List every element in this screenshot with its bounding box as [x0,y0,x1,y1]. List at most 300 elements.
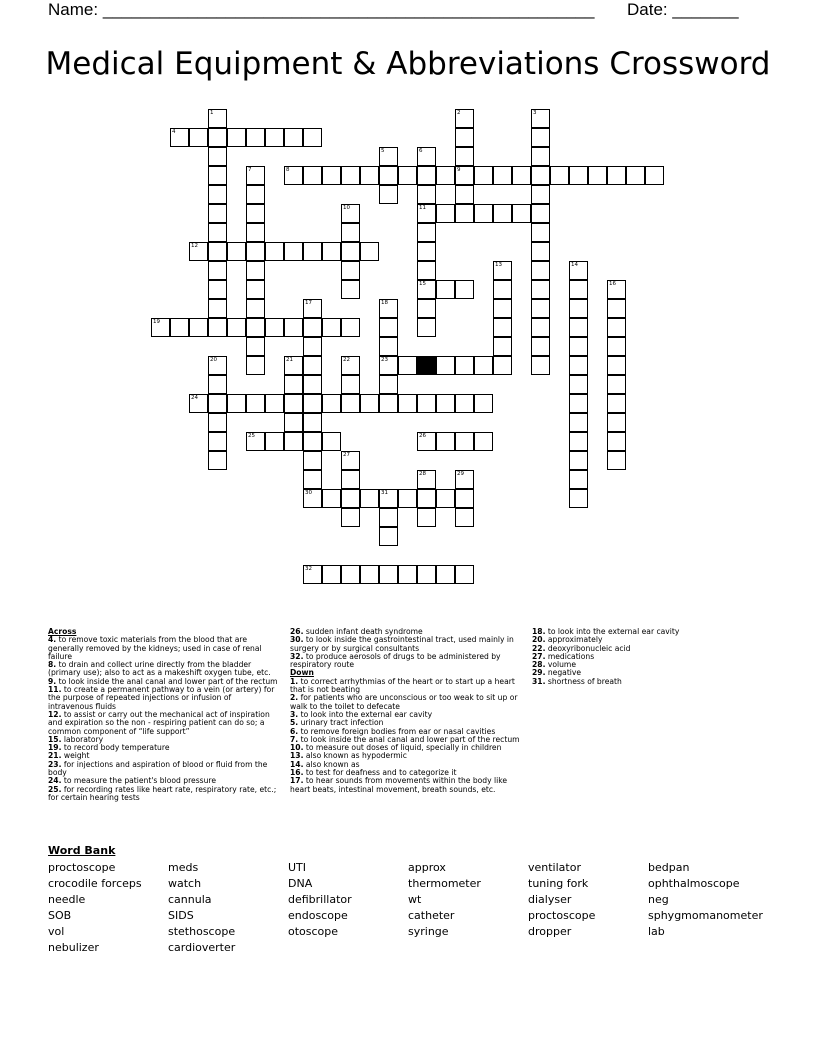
grid-cell[interactable] [607,337,626,356]
grid-cell[interactable] [607,451,626,470]
clue-number: 12 [191,243,198,249]
grid-cell[interactable] [474,166,493,185]
grid-cell[interactable] [208,185,227,204]
clue-num: 9. [48,676,57,686]
grid-cell[interactable] [322,166,341,185]
grid-cell[interactable] [569,299,588,318]
clue-heading: Across [48,627,77,636]
grid-cell[interactable] [360,166,379,185]
grid-cell[interactable] [227,128,246,147]
grid-cell[interactable] [569,375,588,394]
grid-cell[interactable] [398,356,417,375]
grid-cell[interactable] [436,489,455,508]
clue-text: volume [545,660,576,670]
grid-cell[interactable] [493,356,512,375]
word-bank-word: neg [648,893,669,906]
grid-cell[interactable] [303,451,322,470]
word-bank-word: cardioverter [168,941,236,954]
word-bank-title: Word Bank [48,844,116,857]
clue-text: laboratory [61,734,104,744]
clue-item [290,678,522,695]
grid-cell[interactable] [569,394,588,413]
word-bank-column [288,860,352,940]
grid-cell[interactable] [417,261,436,280]
grid-cell[interactable] [265,318,284,337]
clue-num: 8. [48,660,57,670]
clue-number: 24 [191,395,198,401]
grid-cell[interactable] [531,128,550,147]
clue-text: to create a permanent pathway to a vein (or artery) for the purpose of repeated injections or infusion of intravenous fluids [48,685,275,711]
word-bank-word: lab [648,925,665,938]
clue-text: urinary tract infection [298,718,384,728]
grid-cell[interactable] [379,394,398,413]
grid-cell[interactable] [303,318,322,337]
grid-cell[interactable] [208,375,227,394]
grid-cell[interactable] [265,394,284,413]
grid-cell[interactable] [417,318,436,337]
grid-cell[interactable] [379,375,398,394]
grid-cell[interactable] [455,280,474,299]
grid-cell[interactable] [303,166,322,185]
clue-text: approximately [545,635,603,645]
word-bank-word: meds [168,861,199,874]
clue-text: also known as hypodermic [303,751,407,761]
grid-cell[interactable] [322,318,341,337]
clue-text: to test for deafness and to categorize it [303,768,457,778]
grid-cell[interactable] [512,204,531,223]
grid-cell[interactable] [417,565,436,584]
grid-cell[interactable] [569,318,588,337]
grid-cell[interactable] [588,166,607,185]
clue-text: to remove toxic materials from the blood that are generally removed by the kidneys; used in case of renal failure [48,635,262,661]
grid-cell[interactable] [379,166,398,185]
clue-number: 27 [343,452,350,458]
grid-cell[interactable] [322,394,341,413]
clue-item [532,678,772,686]
grid-cell[interactable] [569,470,588,489]
grid-cell[interactable] [341,261,360,280]
clue-number: 11 [419,205,426,211]
clue-heading: Down [290,668,314,678]
grid-cell[interactable] [341,565,360,584]
word-bank-word: ventilator [528,861,581,874]
grid-cell[interactable] [417,242,436,261]
grid-cell[interactable] [531,280,550,299]
grid-cell[interactable] [341,470,360,489]
clue-item [48,761,278,778]
clues-column-2 [290,628,522,794]
grid-cell[interactable] [645,166,664,185]
grid-cell[interactable] [398,489,417,508]
grid-cell[interactable] [341,166,360,185]
grid-cell[interactable] [170,318,189,337]
word-bank-word: approx [408,861,446,874]
clue-number: 21 [286,357,293,363]
grid-cell[interactable] [208,147,227,166]
grid-cell[interactable] [379,527,398,546]
grid-cell[interactable] [607,375,626,394]
word-bank-word: vol [48,925,65,938]
clue-number: 10 [343,205,350,211]
grid-cell[interactable] [569,166,588,185]
grid-cell[interactable] [360,242,379,261]
grid-cell[interactable] [360,394,379,413]
grid-cell[interactable] [208,413,227,432]
grid-cell[interactable] [379,337,398,356]
clue-num: 27. [532,651,546,661]
grid-cell[interactable] [379,185,398,204]
grid-cell[interactable] [607,299,626,318]
clue-text: sudden infant death syndrome [303,627,423,636]
grid-cell[interactable] [379,565,398,584]
grid-cell[interactable] [531,147,550,166]
clue-num: 3. [290,709,299,719]
grid-cell[interactable] [303,432,322,451]
grid-cell[interactable] [341,242,360,261]
grid-cell[interactable] [455,147,474,166]
word-bank-word: crocodile forceps [48,877,142,890]
grid-cell[interactable] [284,318,303,337]
grid-cell[interactable] [246,299,265,318]
clue-number: 17 [305,300,312,306]
grid-cell[interactable] [417,394,436,413]
grid-cell[interactable] [569,432,588,451]
clue-text: to look inside the gastrointestinal tract, used mainly in surgery or by surgical consultants [290,635,514,653]
clue-text: to produce aerosols of drugs to be administered by respiratory route [290,651,501,670]
clue-num: 14. [290,759,304,769]
grid-cell[interactable] [417,223,436,242]
grid-cell[interactable] [455,565,474,584]
grid-cell[interactable] [493,318,512,337]
clue-num: 32. [290,651,304,661]
grid-cell[interactable] [246,128,265,147]
grid-cell[interactable] [303,375,322,394]
word-bank-word: endoscope [288,909,348,922]
grid-cell[interactable] [436,394,455,413]
grid-cell[interactable] [455,394,474,413]
grid-cell[interactable] [208,128,227,147]
grid-cell[interactable] [246,280,265,299]
grid-cell[interactable] [341,280,360,299]
grid-cell[interactable] [455,508,474,527]
grid-cell[interactable] [531,356,550,375]
grid-cell[interactable] [455,185,474,204]
word-bank-word: thermometer [408,877,481,890]
grid-cell[interactable] [436,356,455,375]
clue-item [48,661,278,678]
grid-cell[interactable] [322,565,341,584]
clue-text: to hear sounds from movements within the body like heart beats, intestinal movement, breath sounds, etc. [290,776,508,794]
grid-cell[interactable] [626,166,645,185]
clue-number: 30 [305,490,312,496]
grid-cell[interactable] [436,204,455,223]
grid-cell[interactable] [208,394,227,413]
clue-text: to record body temperature [61,743,170,753]
grid-cell[interactable] [284,432,303,451]
grid-cell[interactable] [284,394,303,413]
grid-cell[interactable] [493,204,512,223]
grid-cell[interactable] [208,261,227,280]
grid-cell[interactable] [417,489,436,508]
grid-cell[interactable] [398,565,417,584]
grid-cell[interactable] [607,318,626,337]
grid-cell[interactable] [436,565,455,584]
grid-cell[interactable] [208,432,227,451]
grid-cell[interactable] [208,223,227,242]
clue-num: 17. [290,776,304,786]
grid-cell[interactable] [398,394,417,413]
word-bank-word: catheter [408,909,455,922]
word-bank-column [648,860,763,940]
grid-cell[interactable] [493,280,512,299]
clue-text: medications [545,651,595,661]
clue-num: 1. [290,676,299,686]
grid-cell[interactable] [303,394,322,413]
clue-number: 18 [381,300,388,306]
grid-cell[interactable] [417,508,436,527]
grid-cell[interactable] [436,166,455,185]
clue-num: 13. [290,751,304,761]
clue-num: 30. [290,635,304,645]
clue-text: to look inside the anal canal and lower part of the rectum [298,734,520,744]
grid-cell[interactable] [189,318,208,337]
grid-cell[interactable] [208,280,227,299]
word-bank-word: DNA [288,877,313,890]
grid-cell[interactable] [493,337,512,356]
grid-cell[interactable] [322,242,341,261]
clue-text: deoxyribonucleic acid [545,643,631,653]
grid-cell[interactable] [284,413,303,432]
grid-cell[interactable] [607,166,626,185]
grid-cell[interactable] [531,204,550,223]
clue-num: 4. [48,635,57,645]
word-bank-word: syringe [408,925,449,938]
clue-item [290,777,522,794]
clue-num: 12. [48,709,62,719]
name-line[interactable]: ____________________________________________________ [102,0,595,19]
grid-cell[interactable] [208,242,227,261]
clue-text: shortness of breath [545,676,622,686]
word-bank-word: stethoscope [168,925,236,938]
word-bank-word: sphygmomanometer [648,909,763,922]
grid-cell[interactable] [455,128,474,147]
clue-text: to drain and collect urine directly from the bladder (primary use); also to act as a makeshift oxygen tube, etc. [48,660,271,678]
grid-cell[interactable] [227,394,246,413]
grid-cell[interactable] [265,128,284,147]
grid-cell[interactable] [303,128,322,147]
grid-cell[interactable] [284,128,303,147]
clue-num: 18. [532,627,546,636]
word-bank-word: proctoscope [48,861,116,874]
grid-cell[interactable] [607,394,626,413]
clue-num: 16. [290,768,304,778]
clue-text: to assist or carry out the mechanical act of inspiration and expiration so the non - respiring patient can do so; a common component of “life support” [48,709,270,736]
clue-num: 20. [532,635,546,645]
clue-num: 29. [532,668,546,678]
clue-num: 24. [48,776,62,786]
grid-cell[interactable] [246,204,265,223]
grid-cell[interactable] [607,356,626,375]
grid-cell[interactable] [531,185,550,204]
clue-text: to look inside the anal canal and lower part of the rectum [56,676,278,686]
grid-cell[interactable] [246,356,265,375]
clue-number: 5 [381,148,385,154]
clue-num: 23. [48,759,62,769]
grid-cell[interactable] [341,508,360,527]
clue-number: 32 [305,566,312,572]
grid-cell[interactable] [417,166,436,185]
grid-cell[interactable] [322,489,341,508]
grid-cell[interactable] [607,432,626,451]
grid-cell[interactable] [474,356,493,375]
clue-num: 5. [290,718,299,728]
grid-cell[interactable] [455,204,474,223]
clue-number: 15 [419,281,426,287]
grid-cell[interactable] [360,565,379,584]
grid-cell[interactable] [341,318,360,337]
clue-number: 1 [210,110,214,116]
word-bank-word: bedpan [648,861,690,874]
grid-cell[interactable] [265,242,284,261]
clue-text: negative [545,668,582,678]
grid-cell[interactable] [246,223,265,242]
clue-number: 9 [457,167,461,173]
clue-number: 6 [419,148,423,154]
grid-cell[interactable] [208,318,227,337]
grid-cell[interactable] [379,318,398,337]
clue-number: 4 [172,129,176,135]
black-cell [417,356,436,375]
grid-cell[interactable] [398,166,417,185]
grid-cell[interactable] [569,413,588,432]
grid-cell[interactable] [379,508,398,527]
clue-num: 28. [532,660,546,670]
clue-number: 13 [495,262,502,268]
grid-cell[interactable] [284,242,303,261]
grid-cell[interactable] [474,432,493,451]
grid-cell[interactable] [455,489,474,508]
word-bank-word: tuning fork [528,877,589,890]
grid-cell[interactable] [303,337,322,356]
grid-cell[interactable] [531,223,550,242]
grid-cell[interactable] [246,337,265,356]
clue-num: 6. [290,726,299,736]
grid-cell[interactable] [360,489,379,508]
grid-cell[interactable] [227,242,246,261]
grid-cell[interactable] [512,166,531,185]
grid-cell[interactable] [474,204,493,223]
grid-cell[interactable] [531,166,550,185]
grid-cell[interactable] [531,299,550,318]
grid-cell[interactable] [531,261,550,280]
clue-num: 25. [48,784,62,794]
grid-cell[interactable] [303,242,322,261]
grid-cell[interactable] [341,223,360,242]
clue-item [290,694,522,711]
grid-cell[interactable] [607,413,626,432]
clue-item [290,636,522,653]
grid-cell[interactable] [265,432,284,451]
grid-cell[interactable] [493,166,512,185]
clue-number: 19 [153,319,160,325]
clue-item [48,686,278,711]
date-line[interactable]: _______ [672,0,739,19]
word-bank-column [168,860,235,956]
grid-cell[interactable] [208,451,227,470]
grid-cell[interactable] [455,356,474,375]
grid-cell[interactable] [246,242,265,261]
grid-cell[interactable] [227,318,246,337]
word-bank-word: watch [168,877,202,890]
clue-num: 10. [290,743,304,753]
grid-cell[interactable] [569,489,588,508]
clue-item [290,653,522,670]
word-bank-column [408,860,481,940]
word-bank-word: needle [48,893,86,906]
grid-cell[interactable] [436,280,455,299]
clue-text: for injections and aspiration of blood or fluid from the body [48,759,268,778]
grid-cell[interactable] [569,280,588,299]
word-bank-column [48,860,142,956]
grid-cell[interactable] [417,299,436,318]
grid-cell[interactable] [208,166,227,185]
grid-cell[interactable] [246,261,265,280]
grid-cell[interactable] [246,185,265,204]
grid-cell[interactable] [531,242,550,261]
grid-cell[interactable] [284,375,303,394]
grid-cell[interactable] [569,337,588,356]
grid-cell[interactable] [550,166,569,185]
word-bank-word: dropper [528,925,572,938]
clue-text: to measure the patient's blood pressure [61,776,217,786]
grid-cell[interactable] [303,356,322,375]
grid-cell[interactable] [189,128,208,147]
clue-text: to measure out doses of liquid, specially in children [303,743,502,753]
word-bank-word: UTI [288,861,307,874]
grid-cell[interactable] [569,356,588,375]
clue-text: for patients who are unconscious or too weak to sit up or walk to the toilet to defecate [290,693,518,711]
clue-num: 2. [290,693,299,703]
clue-num: 11. [48,685,62,695]
grid-cell[interactable] [246,394,265,413]
grid-cell[interactable] [246,318,265,337]
grid-cell[interactable] [493,299,512,318]
grid-cell[interactable] [322,432,341,451]
grid-cell[interactable] [341,394,360,413]
grid-cell[interactable] [208,204,227,223]
grid-cell[interactable] [436,432,455,451]
word-bank-word: wt [408,893,422,906]
grid-cell[interactable] [341,375,360,394]
word-bank-word: nebulizer [48,941,99,954]
grid-cell[interactable] [531,318,550,337]
word-bank-word: cannula [168,893,212,906]
grid-cell[interactable] [531,337,550,356]
date-label: Date: [627,0,668,19]
clue-number: 29 [457,471,464,477]
clue-item [48,711,278,736]
grid-cell[interactable] [417,185,436,204]
grid-cell[interactable] [303,470,322,489]
grid-cell[interactable] [208,299,227,318]
clues-column-3 [532,628,772,686]
grid-cell[interactable] [569,451,588,470]
grid-cell[interactable] [341,489,360,508]
clue-text: to correct arrhythmias of the heart or to start up a heart that is not beating [290,676,515,695]
grid-cell[interactable] [474,394,493,413]
grid-cell[interactable] [303,413,322,432]
grid-cell[interactable] [455,432,474,451]
